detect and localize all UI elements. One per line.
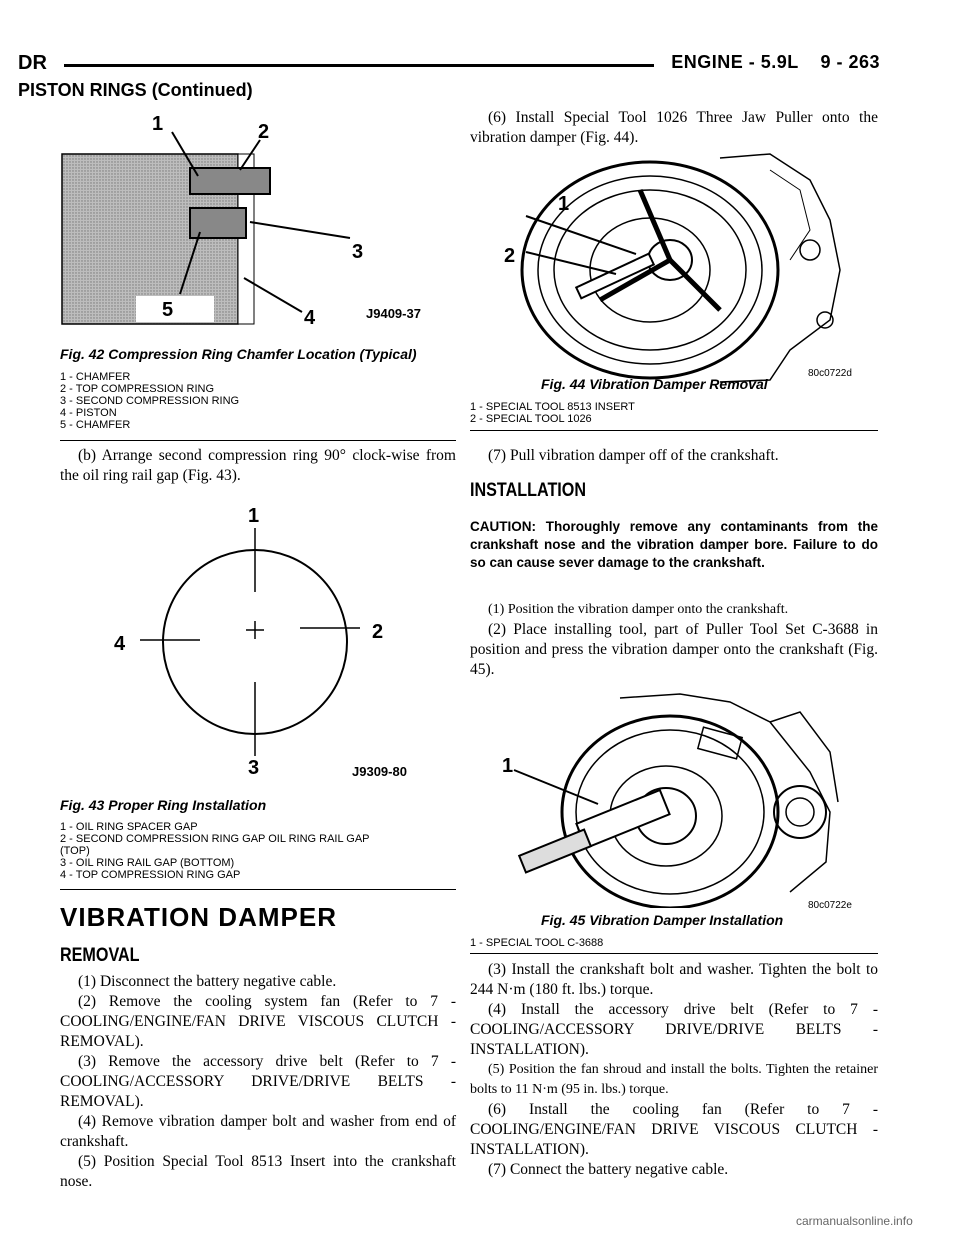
fig42-legend-item: 4 - PISTON	[60, 407, 117, 419]
installation-step: (2) Place installing tool, part of Puller Tool Set C-3688 in position and press the vibration damper onto the crankshaft (Fig. 45).	[470, 621, 878, 678]
fig43-legend-item: 1 - OIL RING SPACER GAP	[60, 821, 198, 833]
fig45-illustration	[470, 692, 878, 908]
installation-step: (5) Position the fan shroud and install the bolts. Tighten the retainer bolts to 11 N·m (95 in. lbs.) torque.	[470, 1062, 878, 1097]
fig42-callout-5: 5	[162, 299, 174, 321]
fig44-legend-item: 2 - SPECIAL TOOL 1026	[470, 413, 592, 425]
fig44-svg	[470, 150, 878, 386]
fig44-legend-item: 1 - SPECIAL TOOL 8513 INSERT	[470, 401, 635, 413]
fig42-callout-1: 1	[152, 113, 164, 135]
fig43-legend-item: 3 - OIL RING RAIL GAP (BOTTOM)	[60, 857, 235, 869]
fig43-legend	[60, 821, 456, 881]
installation-steps-b	[470, 960, 878, 1180]
removal-heading: REMOVAL	[60, 945, 140, 966]
fig44-caption: Fig. 44 Vibration Damper Removal	[541, 376, 768, 392]
installation-step: (3) Install the crankshaft bolt and washer. Tighten the bolt to 244 N·m (180 ft. lbs.) torque.	[470, 961, 878, 998]
fig43-rule	[60, 889, 456, 890]
ring-arrange-paragraph: (b) Arrange second compression ring 90° clock-wise from the oil ring rail gap (Fig. 43).	[60, 447, 456, 484]
fig45-code-wrap	[808, 900, 852, 911]
fig44-code: 80c0722d	[808, 368, 852, 379]
fig44-callout-1: 1	[558, 193, 570, 215]
installation-caution: CAUTION: Thoroughly remove any contaminants from the crankshaft nose and the vibration damper bore. Failure to do so can cause sever damage to the crankshaft.	[470, 519, 878, 570]
page-header	[18, 52, 880, 78]
watermark-text: carmanualsonline.info	[796, 1214, 913, 1228]
installation-step: (6) Install the cooling fan (Refer to 7 - COOLING/ENGINE/FAN DRIVE VISCOUS CLUTCH - INSTALLATION).	[470, 1101, 878, 1158]
damper-install-outer	[562, 716, 778, 908]
fig45-legend-item: 1 - SPECIAL TOOL C-3688	[470, 937, 604, 949]
fig42-legend-item: 5 - CHAMFER	[60, 419, 131, 431]
installing-tool	[576, 790, 669, 848]
fig45-code: 80c0722e	[808, 900, 852, 911]
fig43-illustration	[60, 500, 456, 785]
fig42-legend	[60, 371, 239, 431]
second-compression-ring	[190, 208, 246, 238]
fig42-legend-item: 2 - TOP COMPRESSION RING	[60, 383, 215, 395]
installation-step: (4) Install the accessory drive belt (Refer to 7 - COOLING/ACCESSORY DRIVE/DRIVE BELTS - INSTALLATION).	[470, 1001, 878, 1058]
installation-heading: INSTALLATION	[470, 480, 587, 501]
vibration-damper-title: VIBRATION DAMPER	[60, 902, 337, 932]
header-rule	[64, 64, 654, 67]
fig42-svg	[60, 110, 456, 332]
fig43-callout-3: 3	[248, 757, 260, 779]
installation-heading-wrap	[470, 480, 607, 502]
installation-steps-a	[470, 600, 878, 680]
fig44-legend	[470, 401, 635, 425]
fig43-caption: Fig. 43 Proper Ring Installation	[60, 797, 267, 813]
fig42-code: J9409-37	[366, 306, 421, 321]
fig44-illustration	[470, 150, 878, 386]
removal-step: (3) Remove the accessory drive belt (Refer to 7 - COOLING/ACCESSORY DRIVE/DRIVE BELTS - REMOVAL).	[60, 1053, 456, 1110]
fig43-legend-item: 4 - TOP COMPRESSION RING GAP	[60, 869, 241, 881]
removal-step: (2) Remove the cooling system fan (Refer to 7 - COOLING/ENGINE/FAN DRIVE VISCOUS CLUTCH - REMOVAL).	[60, 993, 456, 1050]
fig43-callout-4: 4	[114, 633, 126, 655]
removal-step: (1) Disconnect the battery negative cable.	[78, 973, 337, 990]
installation-step: (1) Position the vibration damper onto the crankshaft.	[488, 602, 789, 617]
installation-step: (7) Connect the battery negative cable.	[488, 1161, 729, 1178]
removal-step: (5) Position Special Tool 8513 Insert into the crankshaft nose.	[60, 1153, 456, 1190]
fig43-code: J9309-80	[352, 764, 407, 779]
fig42-callout-4: 4	[304, 307, 316, 329]
fig42-callout-2: 2	[258, 121, 270, 143]
fig43-callout-1: 1	[248, 505, 260, 527]
fig45-rule	[470, 953, 878, 954]
removal-step: (4) Remove vibration damper bolt and washer from end of crankshaft.	[60, 1113, 456, 1150]
fig42-illustration	[60, 110, 456, 332]
fig42-legend-item: 1 - CHAMFER	[60, 371, 131, 383]
removal-steps	[60, 972, 456, 1192]
fig45-svg	[470, 692, 878, 908]
fig43-legend-item: 2 - SECOND COMPRESSION RING GAP OIL RING RAIL GAP (TOP)	[60, 833, 370, 857]
fig43-callout-2: 2	[372, 621, 384, 643]
fig43-svg	[60, 500, 456, 785]
header-section-page: ENGINE - 5.9L 9 - 263	[671, 52, 880, 72]
fig44-code-wrap	[808, 368, 852, 379]
top-compression-ring	[190, 168, 270, 194]
continued-heading: PISTON RINGS (Continued)	[18, 80, 253, 100]
step7-paragraph: (7) Pull vibration damper off of the crankshaft.	[488, 447, 779, 464]
fig42-caption: Fig. 42 Compression Ring Chamfer Location (Typical)	[60, 346, 417, 362]
fig45-legend	[470, 937, 603, 949]
fig42-rule	[60, 440, 456, 441]
fig44-callout-2: 2	[504, 245, 516, 267]
fig44-rule	[470, 430, 878, 431]
fig45-callout-1: 1	[502, 755, 514, 777]
removal-heading-wrap	[60, 945, 154, 967]
fig42-callout-3: 3	[352, 241, 364, 263]
header-manual-code: DR	[18, 52, 47, 74]
fig42-legend-item: 3 - SECOND COMPRESSION RING	[60, 395, 240, 407]
fig45-caption: Fig. 45 Vibration Damper Installation	[541, 912, 784, 928]
step6-paragraph: (6) Install Special Tool 1026 Three Jaw Puller onto the vibration damper (Fig. 44).	[470, 109, 878, 146]
